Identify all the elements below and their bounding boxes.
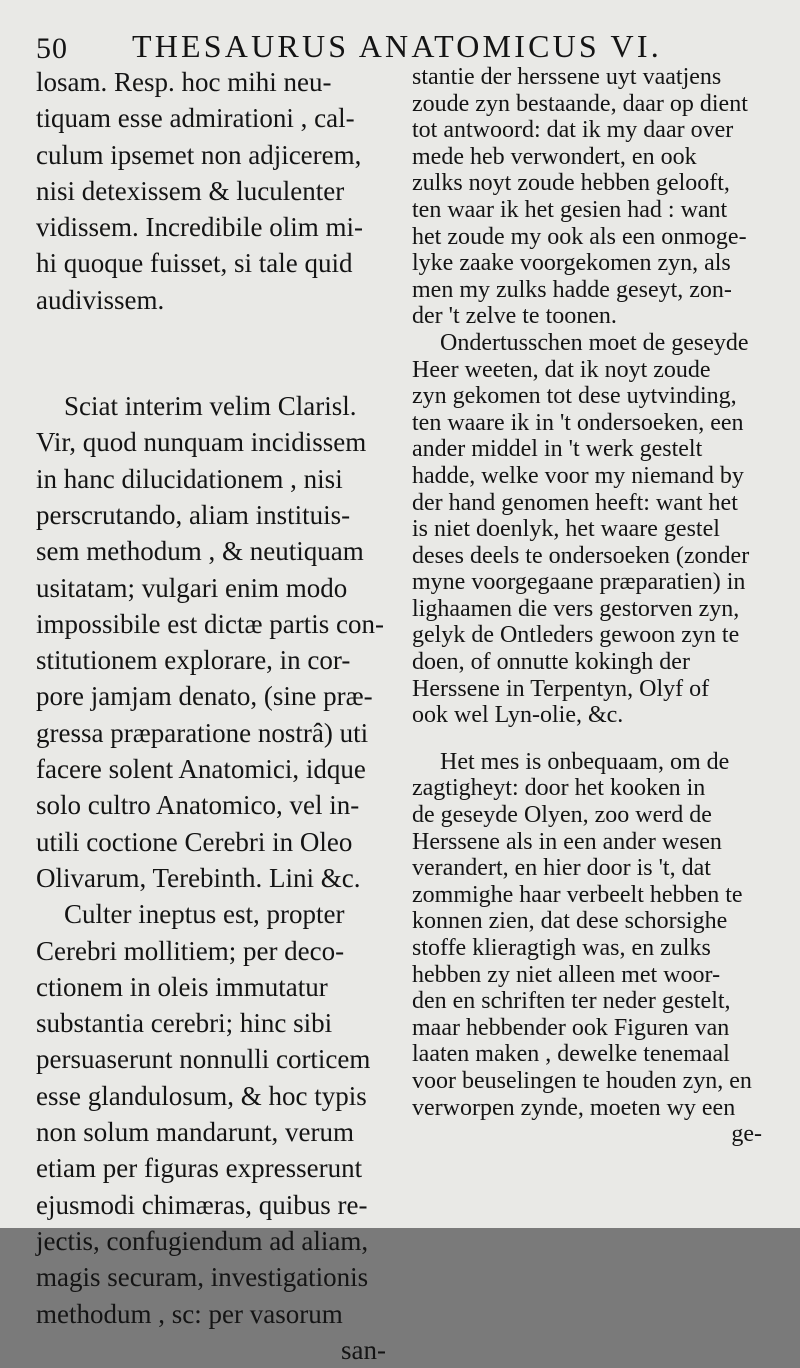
text-line: non solum mandarunt, verum [36,1117,354,1148]
text-line: audivissem. [36,284,165,315]
text-line: zulks noyt zoude hebben gelooft, [412,170,730,197]
text-line: in hanc dilucidationem , nisi [36,463,343,494]
text-line: ook wel Lyn-olie, &c. [412,702,624,729]
text-line: magis securam, investigationis [36,1262,369,1293]
text-line: zoude zyn bestaande, daar op dient [412,90,748,117]
text-line: utili coctione Cerebri in Oleo [36,826,353,857]
text-line: zyn gekomen tot dese uytvinding, [412,383,737,410]
catchword: san- [341,1334,386,1365]
text-line: der hand genomen heeft: want het [412,489,738,516]
text-line: methodum , sc: per vasorum [36,1298,343,1329]
text-line: Het mes is onbequaam, om de [440,748,730,775]
text-line: ten waar ik het gesien had : want [412,196,728,223]
text-line: substantia cerebri; hinc sibi [36,1008,333,1039]
page-number: 50 [36,32,68,65]
latin-paragraph-3 [36,896,392,1332]
text-line: Ondertusschen moet de geseyde [440,329,749,356]
text-line: ctionem in oleis immutatur [36,971,328,1002]
text-line: deses deels te ondersoeken (zonder [412,542,750,569]
text-line: tot antwoord: dat ik my daar over [412,117,734,144]
text-line: solo cultro Anatomico, vel in- [36,790,360,821]
text-line: facere solent Anatomici, idque [36,754,366,785]
text-line: jectis, confugiendum ad aliam, [36,1225,369,1256]
text-line: hi quoque fuisset, si tale quid [36,248,353,279]
text-line: doen, of onnutte kokingh der [412,649,690,676]
text-line: sem methodum , & neutiquam [36,536,364,567]
text-line: Olivarum, Terebinth. Lini &c. [36,862,361,893]
text-line: Herssene als in een ander wesen [412,828,722,855]
text-line: Culter ineptus est, propter [64,899,345,930]
dutch-paragraph-2 [412,330,768,729]
text-line: laaten maken , dewelke tenemaal [412,1041,730,1068]
text-line: verworpen zynde, moeten wy een [412,1094,736,1121]
text-line: gressa præparatione nostrâ) uti [36,717,369,748]
latin-paragraph-2 [36,388,392,896]
text-line: mede heb verwondert, en ook [412,143,697,170]
text-line: Cerebri mollitiem; per deco- [36,935,345,966]
text-line: myne voorgegaane præparatien) in [412,569,746,596]
text-line: ten waare ik in 't ondersoeken, een [412,409,744,436]
latin-paragraph-1 [36,64,392,318]
text-line: men my zulks hadde geseyt, zon- [412,276,732,303]
text-line: esse glandulosum, & hoc typis [36,1080,367,1111]
text-line: zagtigheyt: door het kooken in [412,775,706,802]
text-line: stitutionem explorare, in cor- [36,645,351,676]
text-line: stantie der herssene uyt vaatjens [412,64,722,90]
text-line: stoffe klieragtigh was, en zulks [412,935,711,961]
text-line: het zoude my ook als een onmoge- [412,223,747,250]
text-line: Heer weeten, dat ik noyt zoude [412,356,711,383]
text-line: pore jamjam denato, (sine præ- [36,681,373,712]
text-line: de geseyde Olyen, zoo werd de [412,802,712,829]
text-line: hebben zy niet alleen met woor- [412,961,721,988]
text-line: Sciat interim velim Clarisl. [64,391,357,422]
text-line: maar hebbender ook Figuren van [412,1014,730,1041]
text-line: persuaserunt nonnulli corticem [36,1044,371,1075]
page-header [0,28,800,68]
dutch-column [412,64,768,1148]
text-line: ejusmodi chimæras, quibus re- [36,1189,368,1220]
text-line: zommighe haar verbeelt hebben te [412,881,743,908]
catchword: ge- [731,1121,762,1148]
dutch-paragraph-3 [412,749,768,1121]
text-line: lighaamen die vers gestorven zyn, [412,595,740,622]
text-line: voor beuselingen te houden zyn, en [412,1067,752,1094]
latin-column [36,64,392,1368]
text-line: vidissem. Incredibile olim mi- [36,212,363,243]
text-line: gelyk de Ontleders gewoon zyn te [412,622,740,649]
text-line: nisi detexissem & luculenter [36,175,345,206]
text-line: hadde, welke voor my niemand by [412,462,744,489]
text-line: etiam per figuras expresserunt [36,1153,363,1184]
text-line: impossibile est dictæ partis con- [36,608,384,639]
text-line: verandert, en hier door is 't, dat [412,855,711,882]
text-line: usitatam; vulgari enim modo [36,572,348,603]
text-line: is niet doenlyk, het waare gestel [412,516,720,543]
text-line: culum ipsemet non adjicerem, [36,139,362,170]
text-line: tiquam esse admirationi , cal- [36,103,355,134]
text-line: der 't zelve te toonen. [412,303,617,330]
text-line: konnen zien, dat dese schorsighe [412,908,728,935]
text-line: losam. Resp. hoc mihi neu- [36,67,332,97]
text-line: lyke zaake voorgekomen zyn, als [412,250,731,277]
text-line: Herssene in Terpentyn, Olyf of [412,675,710,702]
text-line: perscrutando, aliam instituis- [36,499,351,530]
text-line: Vir, quod nunquam incidissem [36,427,367,458]
text-line: den en schriften ter neder gestelt, [412,988,731,1015]
text-line: ander middel in 't werk gestelt [412,436,703,463]
dutch-paragraph-1 [412,64,768,330]
running-title: THESAURUS ANATOMICUS VI. [132,28,662,64]
